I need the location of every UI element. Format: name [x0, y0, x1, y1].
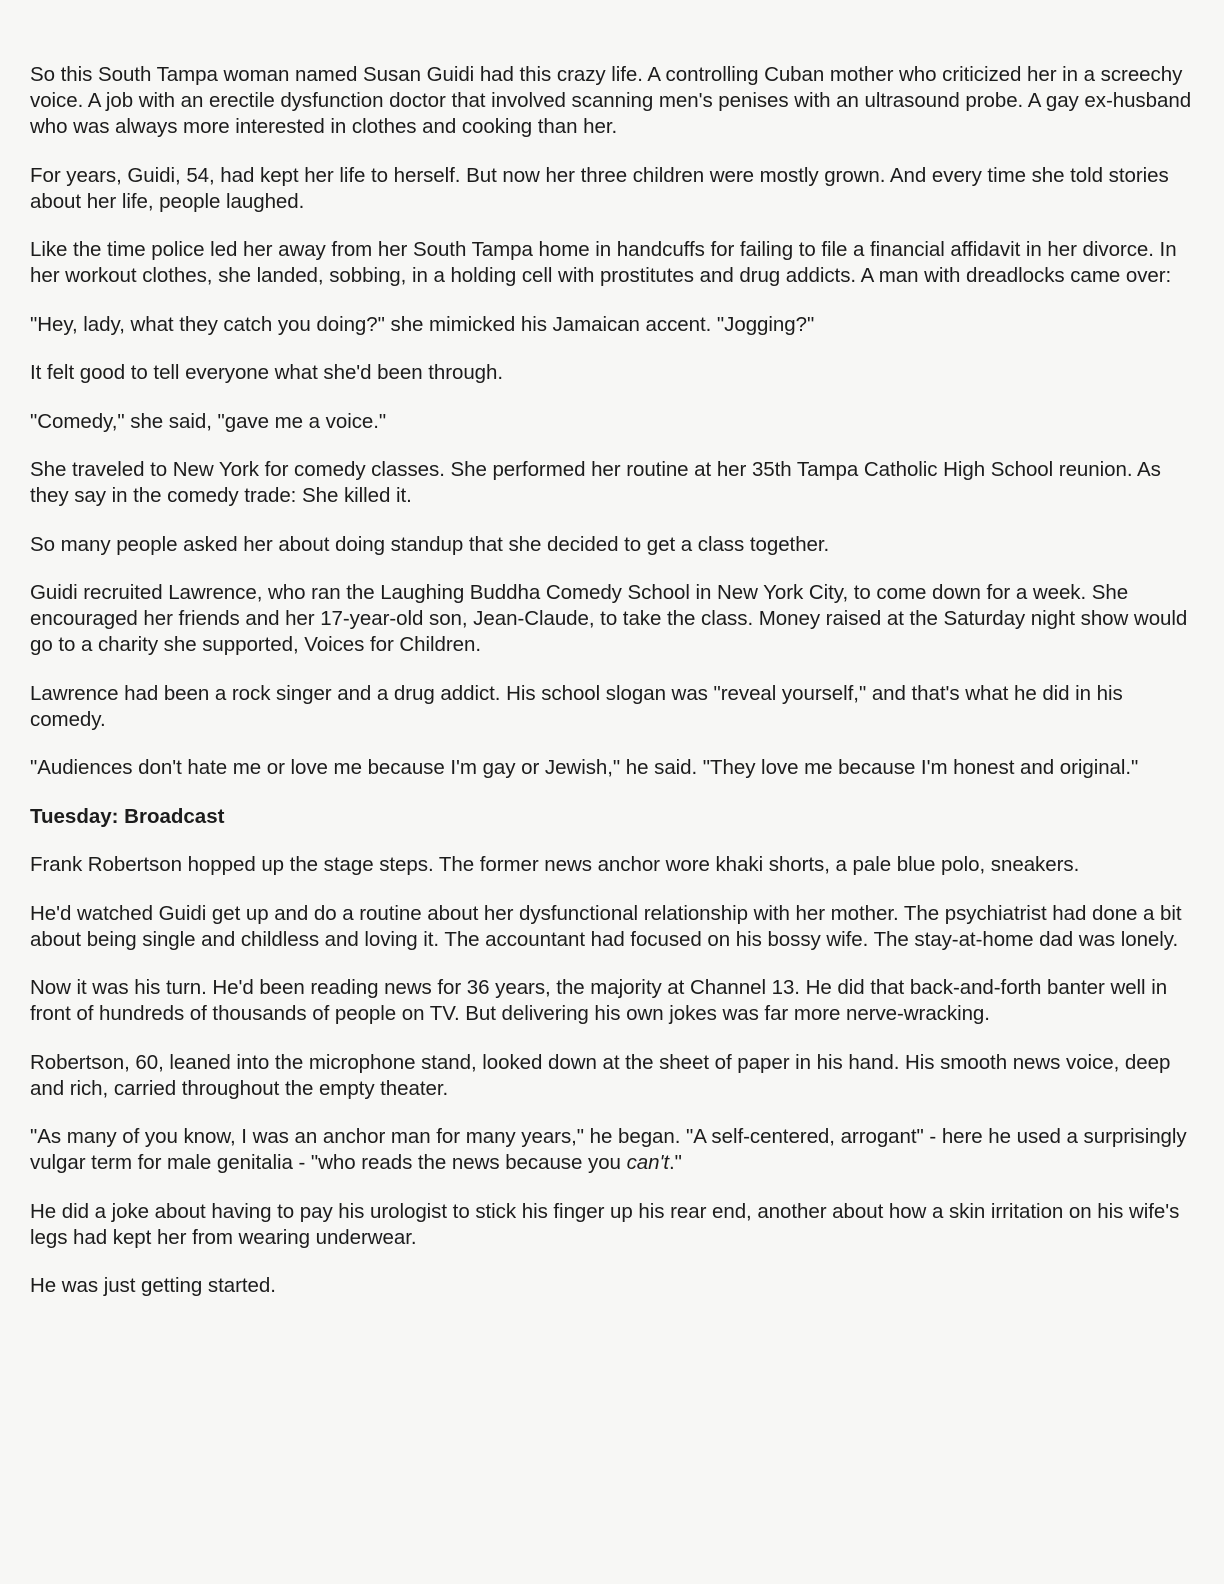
paragraph-16-tail: ."	[668, 1151, 682, 1174]
paragraph-5: It felt good to tell everyone what she'd been through.	[30, 361, 504, 384]
paragraph-1: So this South Tampa woman named Susan Guidi had this crazy life. A controlling Cuban mother who criticized her in a screechy voice. A job with an erectile dysfunction doctor that involved scanning men's penises with an ultrasound probe. A gay ex-husband who was always more interested in clothes and cooking than her.	[30, 63, 1192, 138]
paragraph-8: So many people asked her about doing standup that she decided to get a class together.	[30, 532, 830, 556]
paragraph-13: He'd watched Guidi get up and do a routine about her dysfunctional relationship with her mother. The psychiatrist had done a bit about being single and childless and loving it. The accountant had focused on his bossy wife. The stay-at-home dad was lonely.	[30, 901, 1182, 951]
paragraph-17: He did a joke about having to pay his urologist to stick his finger up his rear end, another about how a skin irritation on his wife's legs had kept her from wearing underwear.	[30, 1199, 1180, 1249]
paragraph-15: Robertson, 60, leaned into the microphone stand, looked down at the sheet of paper in his hand. His smooth news voice, deep and rich, carried throughout the empty theater.	[30, 1050, 1171, 1100]
document-body	[30, 62, 1192, 1322]
paragraph-18: He was just getting started.	[30, 1274, 276, 1297]
paragraph-16	[30, 1124, 1192, 1176]
paragraph-16-text: "As many of you know, I was an anchor man for many years," he began. "A self-centered, arrogant" - here he used a surprisingly vulgar term for male genitalia - "who reads the news because you	[30, 1125, 1187, 1174]
paragraph-11: "Audiences don't hate me or love me because I'm gay or Jewish," he said. "They love me because I'm honest and original."	[30, 756, 1139, 779]
paragraph-7: She traveled to New York for comedy classes. She performed her routine at her 35th Tampa Catholic High School reunion. As they say in the comedy trade: She killed it.	[30, 458, 1161, 507]
paragraph-12: Frank Robertson hopped up the stage steps. The former news anchor wore khaki shorts, a pale blue polo, sneakers.	[30, 853, 1080, 876]
paragraph-2: For years, Guidi, 54, had kept her life to herself. But now her three children were mostly grown. And every time she told stories about her life, people laughed.	[30, 163, 1169, 213]
paragraph-3: Like the time police led her away from her South Tampa home in handcuffs for failing to file a financial affidavit in her divorce. In her workout clothes, she landed, sobbing, in a holding cell with prostitutes and drug addicts. A man with dreadlocks came over:	[30, 238, 1177, 287]
paragraph-9: Guidi recruited Lawrence, who ran the Laughing Buddha Comedy School in New York City, to come down for a week. She encouraged her friends and her 17-year-old son, Jean-Claude, to take the class. Money raised at the Saturday night show would go to a charity she supported, Voices for Children.	[30, 581, 1188, 656]
paragraph-6: "Comedy," she said, "gave me a voice."	[30, 409, 387, 433]
paragraph-16-italic: can't	[626, 1151, 669, 1174]
paragraph-10: Lawrence had been a rock singer and a drug addict. His school slogan was "reveal yourself," and that's what he did in his comedy.	[30, 681, 1123, 731]
paragraph-4: "Hey, lady, what they catch you doing?" she mimicked his Jamaican accent. "Jogging?"	[30, 312, 815, 336]
paragraph-14: Now it was his turn. He'd been reading news for 36 years, the majority at Channel 13. He did that back-and-forth banter well in front of hundreds of thousands of people on TV. But delivering his own jokes was far more nerve-wracking.	[30, 976, 1168, 1025]
section-heading: Tuesday: Broadcast	[30, 804, 225, 828]
